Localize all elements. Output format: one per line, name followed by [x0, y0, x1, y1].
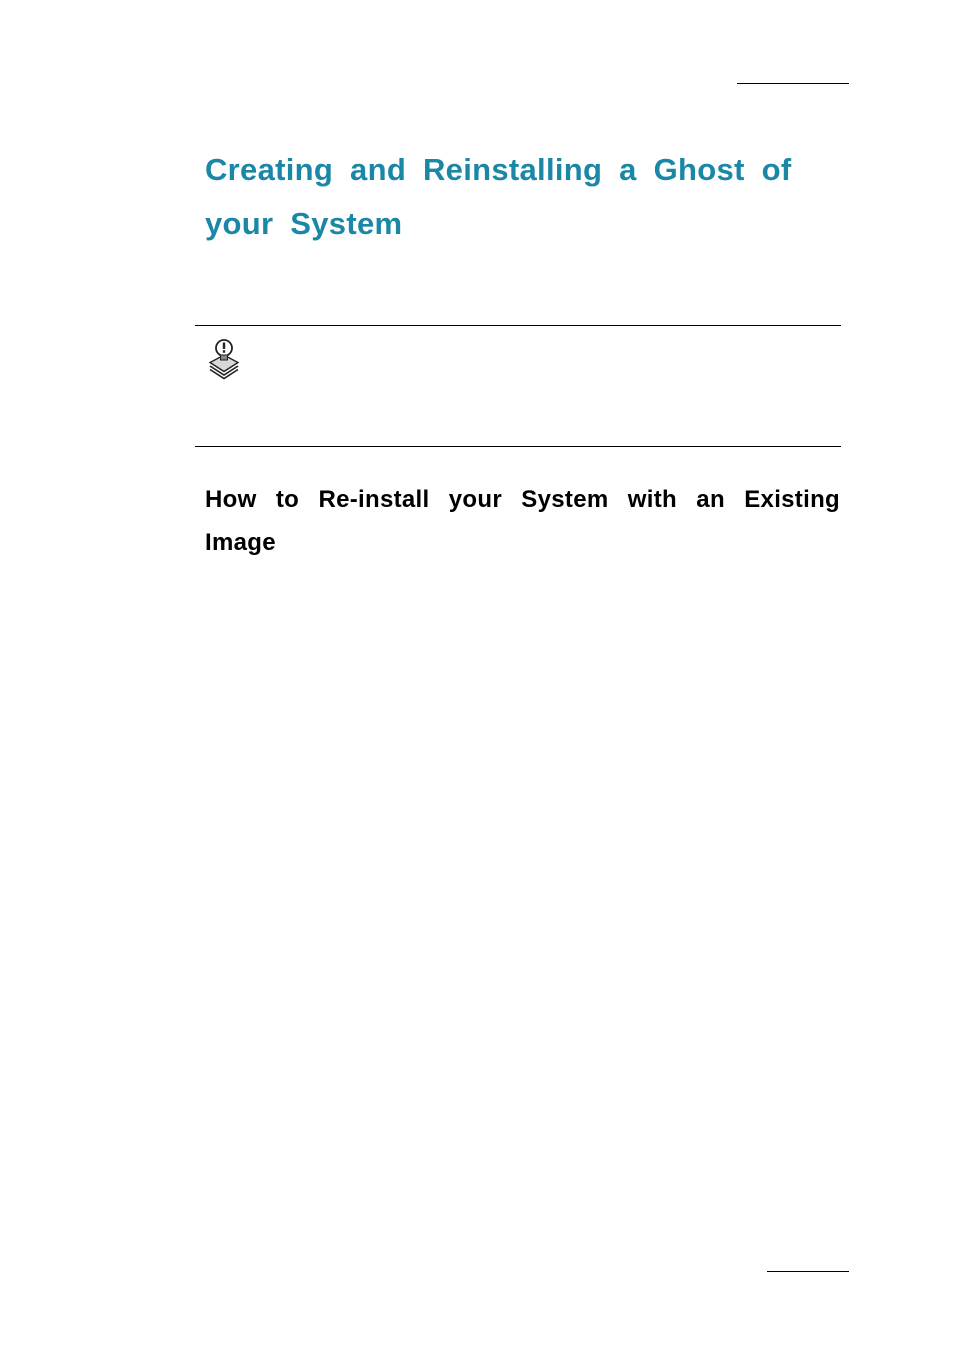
footer-rule: [767, 1271, 849, 1272]
note-top-rule: [195, 325, 841, 326]
note-bottom-rule: [195, 446, 841, 447]
chapter-title: Creating and Reinstalling a Ghost of your System: [205, 152, 792, 241]
section-heading: How to Re-install your System with an Existing Image: [205, 486, 840, 556]
header-rule: [737, 83, 849, 84]
note-lightbulb-icon: [206, 338, 242, 380]
